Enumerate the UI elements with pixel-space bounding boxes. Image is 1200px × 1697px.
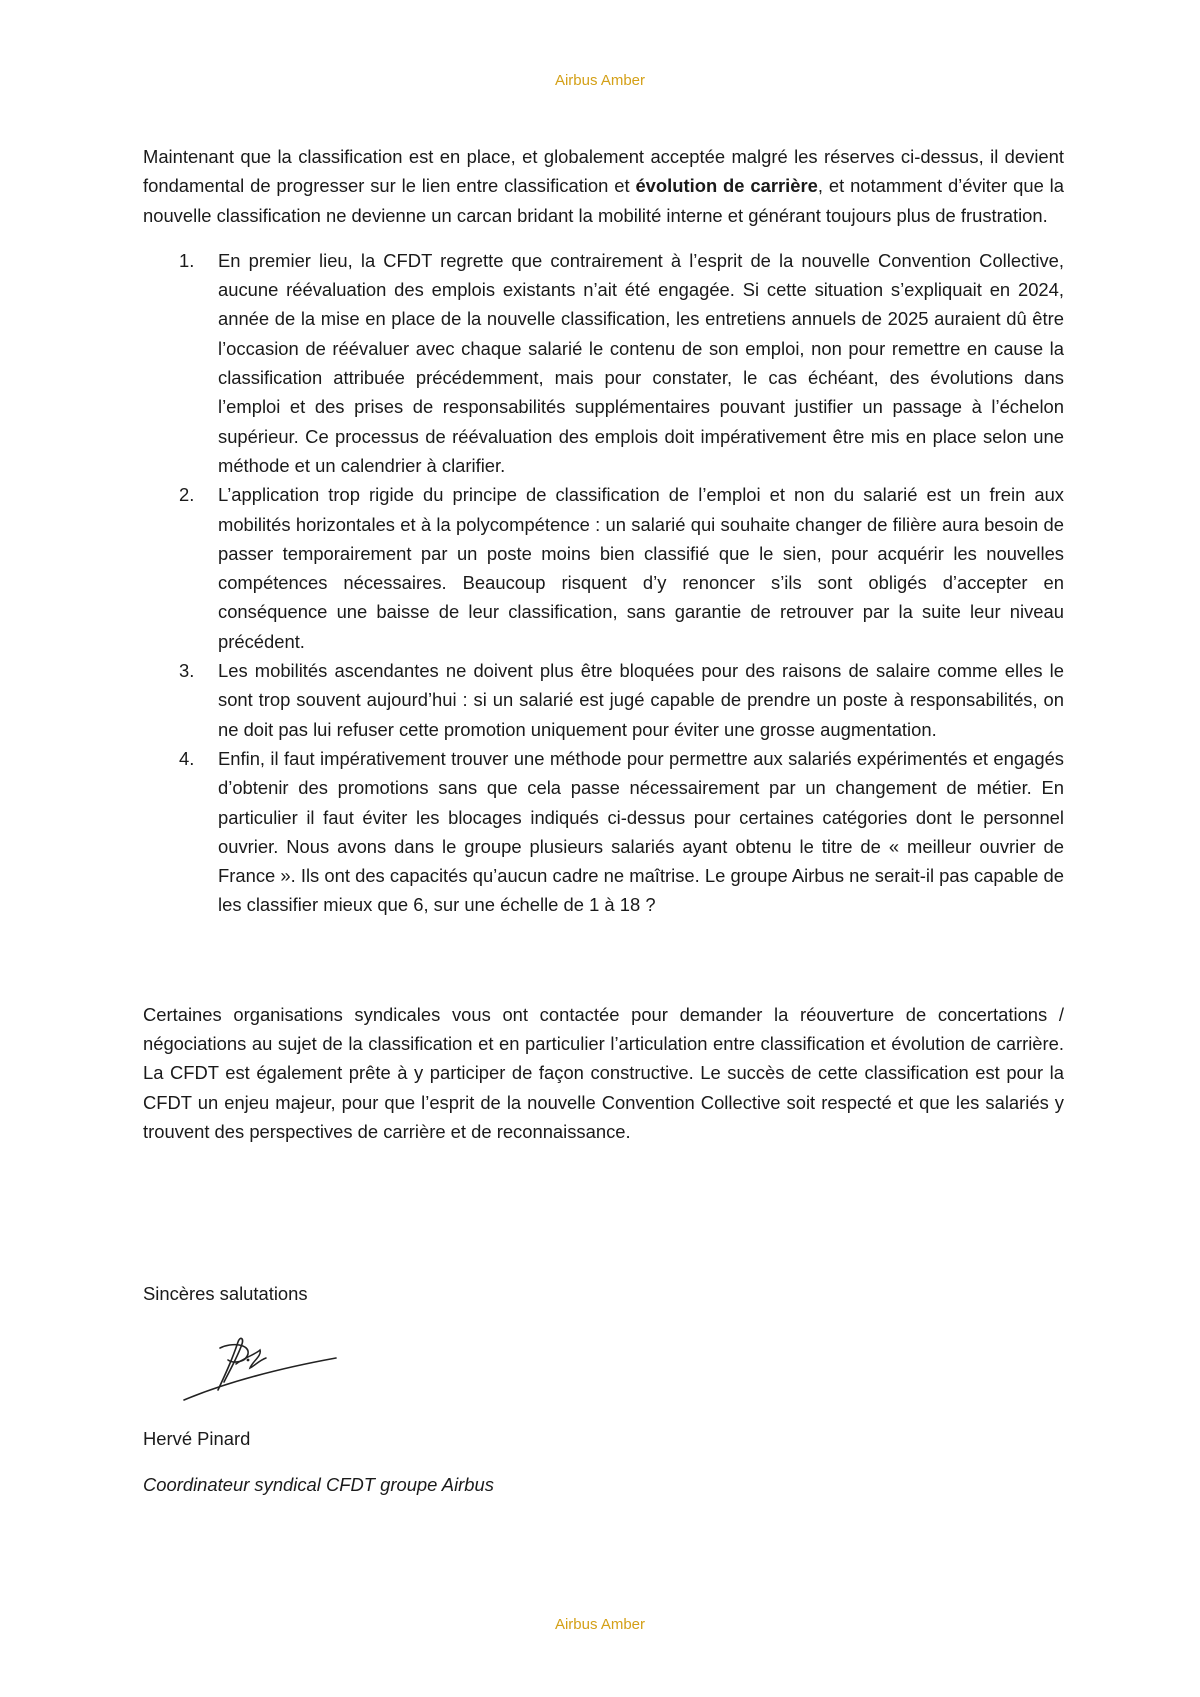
salutation: Sincères salutations — [143, 1283, 308, 1304]
page-header-classification: Airbus Amber — [554, 72, 646, 89]
list-item-number: 3. — [179, 660, 195, 682]
list-item — [143, 744, 1064, 920]
list-item-text: En premier lieu, la CFDT regrette que contrairement à l’esprit de la nouvelle Convention Collective, aucune réévaluation des emplois existants n’ait été engagée. Si cette situation s’expliquait en 2024, année de la mise en place de la nouvelle classification, les entretiens annuels de 2025 auraient dû être l’occasion de réévaluer avec chaque salarié le contenu de son emploi, non pour remettre en cause la classification attribuée précédemment, mais pour constater, le cas échéant, des évolutions dans l’emploi et des prises de responsabilités supplémentaires pouvant justifier un passage à l’échelon supérieur. Ce processus de réévaluation des emplois doit impérativement être mis en place selon une méthode et un calendrier à clarifier. — [218, 249, 1064, 476]
list-item-number: 4. — [179, 747, 195, 769]
intro-paragraph — [143, 142, 1064, 230]
list-item — [143, 480, 1064, 656]
list-item — [143, 656, 1064, 744]
list-item-text: L’application trop rigide du principe de classification de l’emploi et non du salarié est un frein aux mobilités horizontales et à la polycompétence : un salarié qui souhaite changer de filière aura besoin de passer temporairement par un poste moins bien classifié que le sien, pour acquérir les nouvelles compétences nécessaires. Beaucoup risquent d’y renoncer s’ils sont obligés d’accepter en conséquence une baisse de leur classification, sans garantie de retrouver par la suite leur niveau précédent. — [218, 484, 1064, 652]
list-item-number: 1. — [179, 249, 195, 271]
page-footer-classification: Airbus Amber — [554, 1616, 646, 1633]
list-item — [143, 246, 1064, 480]
list-item-number: 2. — [179, 484, 195, 506]
list-item-text: Les mobilités ascendantes ne doivent plus être bloquées pour des raisons de salaire comme elles le sont trop souvent aujourd’hui : si un salarié est jugé capable de prendre un poste à responsabilités, on ne doit pas lui refuser cette promotion uniquement pour éviter une grosse augmentation. — [218, 660, 1064, 740]
intro-text-end: , et notamment d’éviter que la nouvelle classification ne devienne un carcan bridant la mobilité interne et générant toujours plus de frustration. — [143, 175, 1064, 226]
letter-body — [143, 142, 1064, 1146]
signer-title: Coordinateur syndical CFDT groupe Airbus — [143, 1474, 494, 1495]
numbered-points-list — [143, 246, 1064, 920]
list-item-text: Enfin, il faut impérativement trouver une méthode pour permettre aux salariés expérimentés et engagés d’obtenir des promotions sans que cela passe nécessairement par un changement de métier. En particulier il faut éviter les blocages indiqués ci-dessus pour certaines catégories dont le personnel ouvrier. Nous avons dans le groupe plusieurs salariés ayant obtenu le titre de « meilleur ouvrier de France ». Ils ont des capacités qu’aucun cadre ne maîtrise. Le groupe Airbus ne serait-il pas capable de les classifier mieux que 6, sur une échelle de 1 à 18 ? — [218, 747, 1064, 916]
closing-paragraph: Certaines organisations syndicales vous ont contactée pour demander la réouverture de concertations / négociations au sujet de la classification et en particulier l’articulation entre classification et évolution de carrière. La CFDT est également prête à y participer de façon constructive. Le succès de cette classification est pour la CFDT un enjeu majeur, pour que l’esprit de la nouvelle Convention Collective soit respecté et que les salariés y trouvent des perspectives de carrière et de reconnaissance. — [143, 1003, 1064, 1142]
intro-text-start: Maintenant que la classification est en place, et globalement acceptée malgré les réserves ci-dessus, il devient fondamental de progresser sur le lien entre classification et — [143, 146, 1064, 197]
signer-name: Hervé Pinard — [143, 1428, 251, 1449]
handwritten-signature — [180, 1330, 340, 1405]
intro-bold-phrase: évolution de carrière — [635, 175, 818, 197]
